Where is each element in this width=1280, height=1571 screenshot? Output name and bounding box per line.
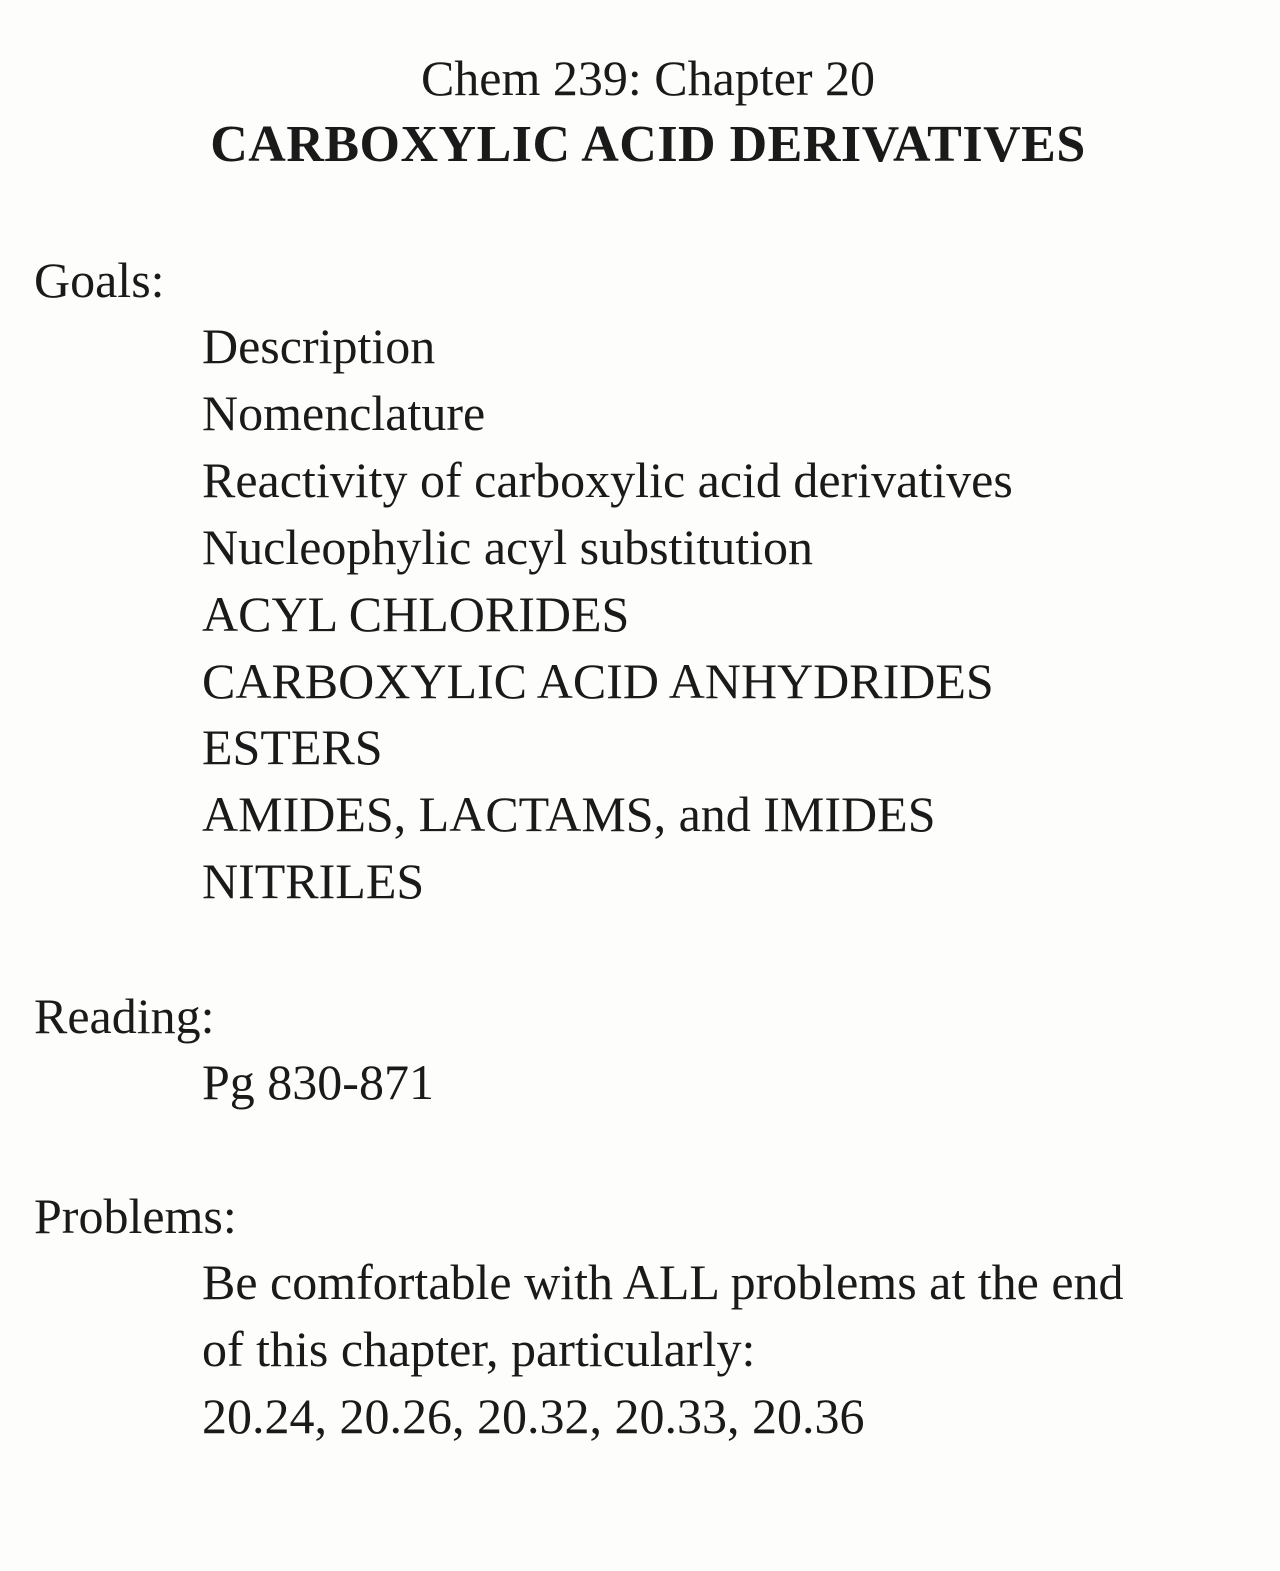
problems-text-line: of this chapter, particularly: <box>202 1321 756 1377</box>
goal-item: Description <box>202 318 436 374</box>
problems-list: 20.24, 20.26, 20.32, 20.33, 20.36 <box>202 1388 865 1444</box>
goal-item: AMIDES, LACTAMS, and IMIDES <box>202 786 936 842</box>
goals-heading: Goals: <box>34 252 165 308</box>
reading-heading: Reading: <box>34 988 215 1044</box>
goal-item: CARBOXYLIC ACID ANHYDRIDES <box>202 653 994 709</box>
goal-item: ACYL CHLORIDES <box>202 586 630 642</box>
problems-text-line: Be comfortable with ALL problems at the end <box>202 1254 1124 1310</box>
chapter-subtitle: CARBOXYLIC ACID DERIVATIVES <box>210 116 1086 173</box>
goal-item: ESTERS <box>202 719 383 775</box>
reading-pages: Pg 830-871 <box>202 1054 434 1110</box>
goal-item: NITRILES <box>202 853 425 909</box>
goal-item: Nucleophylic acyl substitution <box>202 519 814 575</box>
goal-item: Nomenclature <box>202 385 486 441</box>
problems-heading: Problems: <box>34 1188 237 1244</box>
chapter-title: Chem 239: Chapter 20 <box>420 50 876 106</box>
goal-item: Reactivity of carboxylic acid derivatives <box>202 452 1013 508</box>
